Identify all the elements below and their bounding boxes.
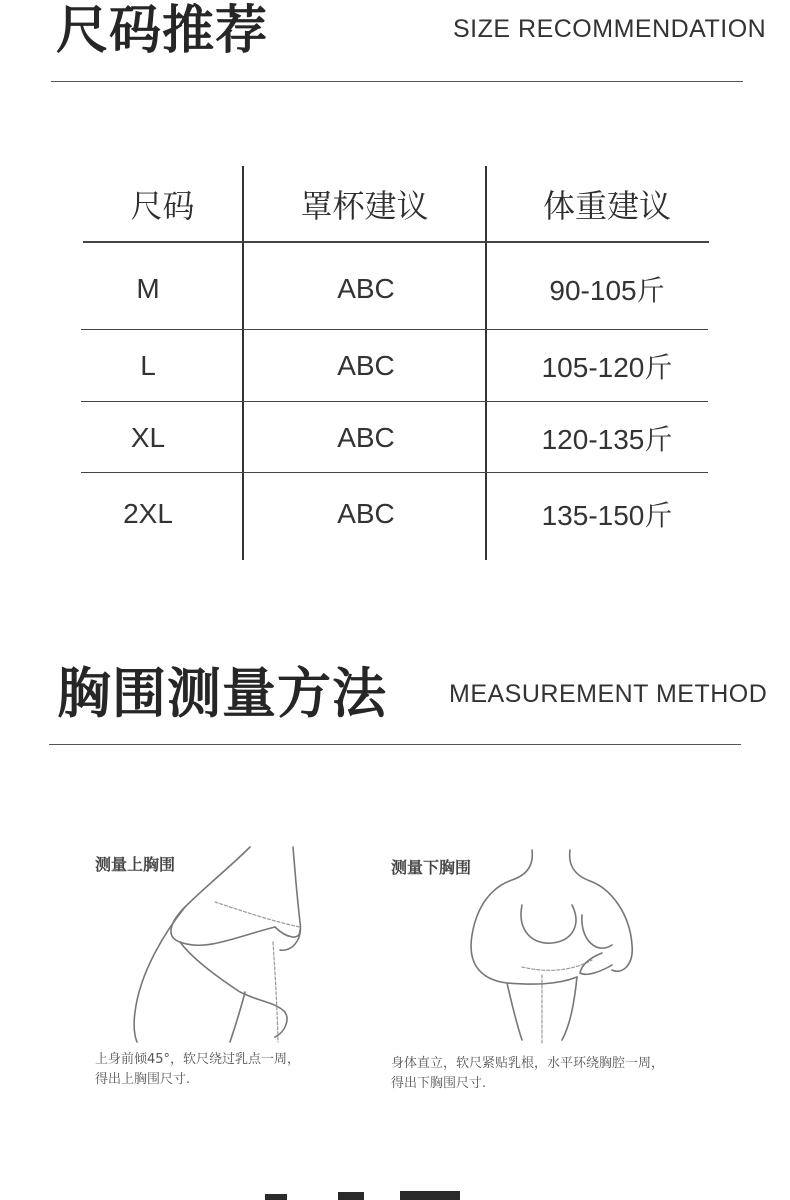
size-section-divider	[51, 81, 743, 82]
table-cell-cup: ABC	[337, 273, 395, 304]
upper-bust-caption	[95, 1050, 300, 1090]
table-cell-weight: 135-150斤	[541, 500, 673, 531]
table-cell-weight: 90-105斤	[549, 275, 665, 306]
size-section-subtitle: SIZE RECOMMENDATION	[453, 15, 767, 43]
size-section-title: 尺码推荐	[56, 1, 269, 61]
footer-partial-title	[250, 1188, 550, 1200]
table-cell-weight: 120-135斤	[541, 423, 673, 455]
table-cell-cup: ABC	[337, 421, 395, 453]
upper-bust-figure	[125, 842, 325, 1047]
lower-bust-caption-line: 身体直立，软尺紧贴乳根，水平环绕胸腔一周，	[391, 1056, 665, 1071]
table-cell-size: XL	[130, 421, 166, 453]
table-cell-weight: 105-120斤	[541, 351, 673, 383]
upper-bust-caption-line: 上身前倾45°，软尺绕过乳点一周，	[95, 1052, 301, 1067]
measure-section-divider	[49, 744, 741, 745]
measure-section-title: 胸围测量方法	[57, 662, 387, 725]
table-header-divider	[83, 241, 709, 243]
lower-bust-label: 测量下胸围	[391, 858, 472, 877]
table-cell-size: M	[136, 273, 160, 304]
lower-bust-caption-line: 得出下胸围尺寸.	[391, 1076, 487, 1091]
table-cell-size: 2XL	[123, 498, 173, 529]
table-cell-size: L	[140, 349, 156, 381]
measure-section-subtitle: MEASUREMENT METHOD	[449, 680, 768, 708]
table-header-weight: 体重建议	[542, 186, 671, 225]
lower-bust-figure	[462, 845, 642, 1045]
table-header-size: 尺码	[130, 186, 195, 225]
table-cell-cup: ABC	[337, 349, 395, 381]
lower-bust-caption	[391, 1054, 664, 1094]
table-header-cup: 罩杯建议	[300, 186, 429, 225]
upper-bust-label: 测量上胸围	[95, 855, 176, 874]
table-cell-cup: ABC	[337, 498, 395, 529]
upper-bust-caption-line: 得出上胸围尺寸.	[95, 1072, 191, 1087]
